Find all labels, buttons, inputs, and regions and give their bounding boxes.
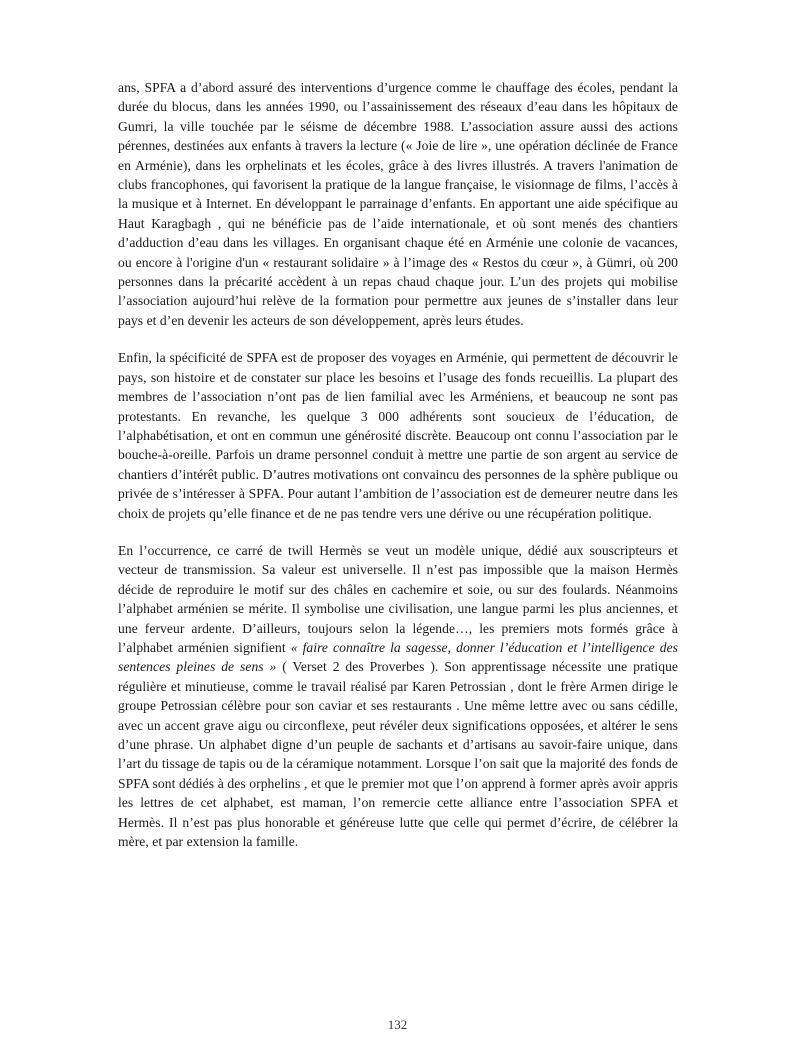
paragraph-hermes-carre — [118, 541, 678, 852]
proverb-quote: « faire connaître la sagesse, donner l’éducation et l’intelligence des sentences pleines de sens » — [118, 639, 679, 675]
page-number: 132 — [387, 1017, 408, 1032]
paragraph-spfa-voyages: Enfin, la spécificité de SPFA est de proposer des voyages en Arménie, qui permettent de découvrir le pays, son histoire et de constater sur place les besoins et l’usage des fonds recueillis. La plupart des membres de l’association n’ont pas de lien familial avec les Arméniens, et beaucoup ne sont pas protestants. En revanche, les quelque 3 000 adhérents sont soucieux de l’éducation, de l’alphabétisation, et ont en commun une générosité discrète. Beaucoup ont connu l’association par le bouche-à-oreille. Parfois un drame personnel conduit à mettre une partie de son argent au service de chantiers d’intérêt public. D’autres motivations ont convaincu des personnes de la sphère publique ou privée de s’intéresser à SPFA. Pour autant l’ambition de l’association est de demeurer neutre dans les choix de projets qu’elle finance et de ne pas tendre vers une dérive ou une récupération politique. — [118, 350, 678, 521]
paragraph-text: En l’occurrence, ce carré de twill Hermès se veut un modèle unique, dédié aux souscripteurs et vecteur de transmission. Sa valeur est universelle. Il n’est pas impossible que la maison Hermès décide de reproduire le motif sur des châles en cachemire et soie, ou sur des foulards. Néanmoins l’alphabet arménien se mérite. Il symbolise une civilisation, une langue parmi les plus anciennes, et une ferveur ardente. D’ailleurs, toujours selon la légende…, les premiers mots formés grâce à l’alphabet arménien signifient — [118, 542, 678, 655]
paragraph-text: ( Verset 2 des Proverbes ). Son apprentissage nécessite une pratique régulière et minutieuse, comme le travail réalisé par Karen Petrossian , dont le frère Armen dirige le groupe Petrossian célèbre pour son caviar et ses restaurants . Une même lettre avec ou sans cédille, avec un accent grave aigu ou circonflexe, peut révéler deux significations opposées, et altérer le sens d’une phrase. Un alphabet digne d’un peuple de sachants et d’artisans au savoir-faire unique, dans l’art du tissage de tapis ou de la céramique notamment. Lorsque l’on sait que la majorité des fonds de SPFA sont dédiés à des orphelins , et que le premier mot que l’on apprend à former après avoir appris les lettres de cet alphabet, est maman, l’on remercie cette alliance entre l’association SPFA et Hermès. Il n’est pas plus honorable et généreuse lutte que celle qui permet d’écrire, de célébrer la mère, et par extension la famille. — [118, 659, 679, 850]
page-body — [118, 78, 678, 869]
paragraph-spfa-actions: ans, SPFA a d’abord assuré des interventions d’urgence comme le chauffage des écoles, pendant la durée du blocus, dans les années 1990, ou l’assainissement des réseaux d’eau dans les hôpitaux de Gumri, la ville touchée par le séisme de décembre 1988. L’association assure aussi des actions pérennes, destinées aux enfants à travers la lecture (« Joie de lire », une opération déclinée de France en Arménie), dans les orphelinats et les écoles, grâce à des livres illustrés. A travers l'animation de clubs francophones, qui favorisent la pratique de la langue française, le visionnage de films, l’accès à la musique et à Internet. En développant le parrainage d’enfants. En apportant une aide spécifique au Haut Karagbagh , qui ne bénéficie pas de l’aide internationale, et où sont menés des chantiers d’adduction d’eau dans les villages. En organisant chaque été en Arménie une colonie de vacances, ou encore à l'origine d'un « restaurant solidaire » à l’image des « Restos du cœur », à Gümri, où 200 personnes dans la précarité accèdent à un repas chaud chaque jour. L’un des projets qui mobilise l’association aujourd’hui relève de la formation pour permettre aux jeunes de s’installer dans leur pays et d’en devenir les acteurs de son développement, après leurs études. — [118, 80, 678, 328]
